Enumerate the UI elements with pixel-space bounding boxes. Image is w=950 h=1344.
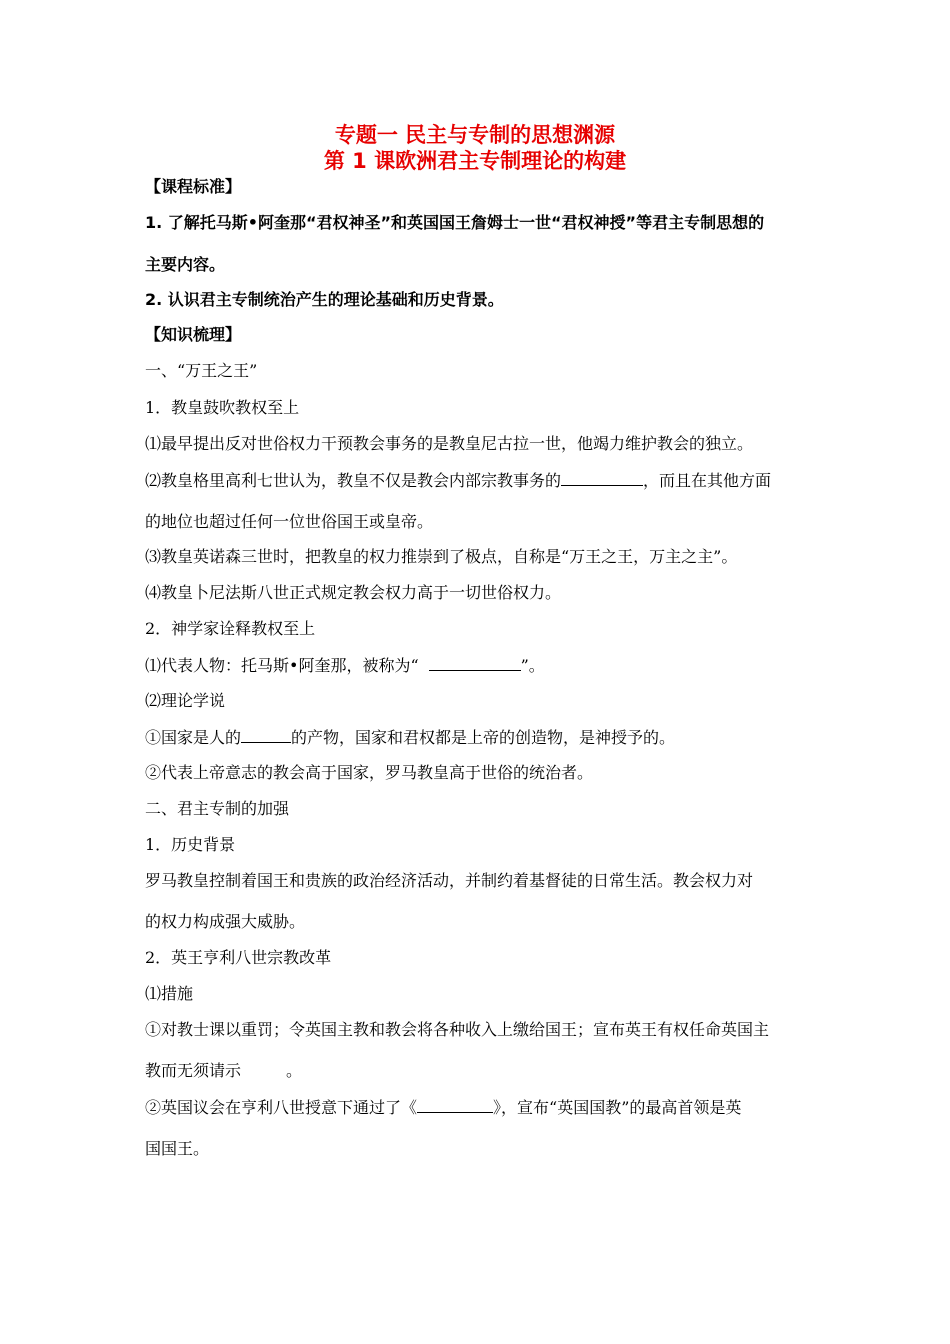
knowledge-heading: 【知识梳理】 [145,325,242,344]
text-segment: 。 [286,1061,303,1080]
text-segment: ”。 [520,656,545,675]
paragraph-2-2-1-2b: 国国王。 [145,1139,210,1158]
paragraph-2-2-1: ⑴措施 [145,984,194,1003]
fill-blank[interactable] [241,726,291,743]
paragraph-1-2-2-2: ②代表上帝意志的教会高于国家，罗马教皇高于世俗的统治者。 [145,763,594,782]
fill-blank[interactable] [561,469,643,486]
paragraph-1-1-3: ⑶教皇英诺森三世时，把教皇的权力推崇到了极点，自称是“万王之王，万主之主”。 [145,547,738,566]
subsection-1-2: 2．神学家诠释教权至上 [145,619,316,638]
text-segment: ，而且在其他方面 [643,471,772,490]
text-segment: ⑴代表人物：托马斯•阿奎那，被称为“ [145,656,419,675]
text-segment: 的产物，国家和君权都是上帝的创造物，是神授予的。 [291,728,676,747]
paragraph-1-1-4: ⑷教皇卜尼法斯八世正式规定教会权力高于一切世俗权力。 [145,583,562,602]
text-segment: ②英国议会在亨利八世授意下通过了《 [145,1098,418,1117]
fill-blank[interactable] [417,1096,493,1113]
subsection-2-2: 2．英王亨利八世宗教改革 [145,948,332,967]
subsection-1-1: 1．教皇鼓吹教权至上 [145,398,300,417]
title-line-2: 第 1 课欧洲君主专制理论的构建 [323,149,627,173]
paragraph-2-2-1-1b [145,1060,302,1082]
paragraph-1-2-2-1 [145,726,675,749]
paragraph-1-1-1: ⑴最早提出反对世俗权力干预教会事务的是教皇尼古拉一世，他竭力维护教会的独立。 [145,434,754,453]
text-segment: ①国家是人的 [145,728,242,747]
text-segment: ⑵教皇格里高利七世认为，教皇不仅是教会内部宗教事务的 [145,471,562,490]
paragraph-2-2-1-2a [145,1096,741,1119]
paragraph-2-2-1-1a: ①对教士课以重罚；令英国主教和教会将各种收入上缴给国王；宣布英王有权任命英国主 [145,1020,770,1039]
paragraph-1-1-2 [145,469,771,492]
standards-heading: 【课程标准】 [145,177,242,196]
text-segment: 》，宣布“英国国教”的最高首领是英 [493,1098,742,1117]
text-segment: 教而无须请示 [145,1061,242,1080]
paragraph-2-1-b: 的权力构成强大威胁。 [145,912,306,931]
section-2-heading: 二、君主专制的加强 [145,799,290,818]
standards-item-1b: 主要内容。 [145,255,226,274]
paragraph-1-1-2-cont: 的地位也超过任何一位世俗国王或皇帝。 [145,512,434,531]
paragraph-1-2-2: ⑵理论学说 [145,691,226,710]
section-1-heading: 一、“万王之王” [145,361,258,380]
standards-item-2: 2. 认识君主专制统治产生的理论基础和历史背景。 [145,290,504,309]
paragraph-2-1-a: 罗马教皇控制着国王和贵族的政治经济活动，并制约着基督徒的日常生活。教会权力对 [145,871,754,890]
title-line-1: 专题一 民主与专制的思想渊源 [334,123,616,147]
standards-item-1a: 1. 了解托马斯•阿奎那“君权神圣”和英国国王詹姆士一世“君权神授”等君主专制思想的 [145,213,765,232]
subsection-2-1: 1．历史背景 [145,835,236,854]
paragraph-1-2-1 [145,654,545,677]
fill-blank[interactable] [429,654,521,671]
